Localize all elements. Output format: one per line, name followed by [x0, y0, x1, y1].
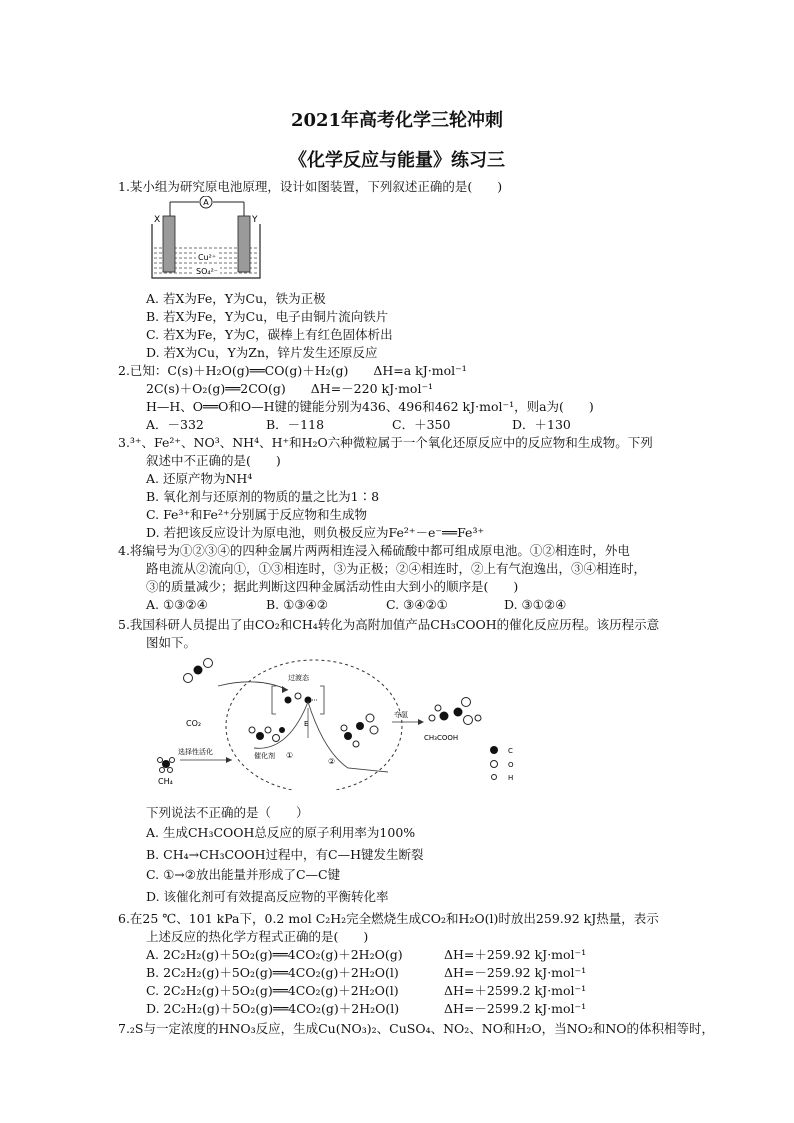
- svg-text:SO₄²⁻: SO₄²⁻: [195, 267, 219, 276]
- q6-option-d-dh: ΔH=－2599.2 kJ·mol⁻¹: [444, 1001, 587, 1016]
- q2-equation-2: 2C(s)＋O₂(g)══2CO(g) ΔH=－220 kJ·mol⁻¹: [146, 381, 434, 396]
- svg-text:H: H: [508, 774, 514, 782]
- svg-text:夺氢: 夺氢: [394, 711, 408, 719]
- q5-question: 下列说法不正确的是（ ）: [146, 805, 309, 820]
- q5-option-d: D. 该催化剂可有效提高反应物的平衡转化率: [146, 889, 389, 904]
- catalyst-surface-2: [341, 714, 378, 747]
- q7-stem: 7.₂S与一定浓度的HNO₃反应，生成Cu(NO₃)₂、CuSO₄、NO₂、NO和H₂O，当NO₂和NO的体积相等时，: [118, 1021, 715, 1036]
- q4-option-b: B. ①③④②: [266, 597, 328, 612]
- svg-text:E: E: [304, 720, 309, 728]
- q5-stem-2: 图如下。: [146, 635, 197, 650]
- q5-reaction-figure: [148, 656, 548, 790]
- q6-option-a-dh: ΔH=＋259.92 kJ·mol⁻¹: [444, 947, 587, 962]
- q5-option-c: C. ①→②放出能量并形成了C—C键: [146, 867, 341, 882]
- q1-option-d: D. 若X为Cu，Y为Zn，锌片发生还原反应: [146, 345, 378, 360]
- svg-text:过渡态: 过渡态: [288, 674, 309, 682]
- ch4-molecule: [158, 758, 175, 773]
- q3-option-c: C. Fe³⁺和Fe²⁺分别属于反应物和生成物: [146, 507, 368, 522]
- q2-option-b: B．－118: [266, 417, 325, 432]
- atom-legend: [490, 746, 514, 782]
- q5-option-b: B. CH₄→CH₃COOH过程中，有C—H键发生断裂: [146, 847, 424, 862]
- svg-text:O: O: [508, 761, 514, 769]
- electrode-y: [238, 216, 250, 272]
- q2-option-d: D．＋130: [512, 417, 571, 432]
- page-title: 2021年高考化学三轮冲刺: [290, 110, 504, 131]
- svg-text:CH₄: CH₄: [158, 777, 173, 786]
- q3-stem-2: 叙述中不正确的是( ): [146, 453, 281, 468]
- q1-stem: 1.某小组为研究原电池原理，设计如图装置，下列叙述正确的是( ): [118, 179, 503, 194]
- svg-text:CO₂: CO₂: [186, 719, 202, 728]
- q6-option-c-dh: ΔH=＋2599.2 kJ·mol⁻¹: [444, 983, 587, 998]
- q3-option-d: D. 若把该反应设计为原电池，则负极反应为Fe²⁺－e⁻══Fe³⁺: [146, 525, 485, 540]
- q4-stem-2: 路电流从②流向①，①③相连时，③为正极；②④相连时，②上有气泡逸出，③④相连时，: [146, 561, 647, 576]
- co2-molecule: [184, 659, 213, 683]
- q5-option-a: A. 生成CH₃COOH总反应的原子利用率为100%: [146, 825, 416, 840]
- q2-stem: 2.已知：C(s)＋H₂O(g)══CO(g)＋H₂(g) ΔH=a kJ·mol⁻¹: [118, 363, 467, 378]
- page-subtitle: 《化学反应与能量》练习三: [289, 150, 505, 171]
- svg-text:C: C: [508, 747, 513, 755]
- q6-option-b: B. 2C₂H₂(g)＋5O₂(g)══4CO₂(g)＋2H₂O(l): [146, 965, 399, 980]
- ch3cooh-molecule: [429, 698, 481, 725]
- q1-option-c: C. 若X为Fe，Y为C，碳棒上有红色固体析出: [146, 327, 393, 342]
- svg-text:X: X: [154, 215, 161, 225]
- q3-option-a: A. 还原产物为NH⁴: [146, 471, 253, 486]
- q5-stem: 5.我国科研人员提出了由CO₂和CH₄转化为高附加值产品CH₃COOH的催化反应历程。该历程示意: [118, 617, 660, 632]
- q1-cell-figure: [148, 196, 266, 280]
- svg-text:Cu²⁺: Cu²⁺: [197, 253, 217, 262]
- q6-stem: 6.在25 ℃、101 kPa下，0.2 mol C₂H₂完全燃烧生成CO₂和H₂O(l)时放出259.92 kJ热量，表示: [118, 911, 659, 926]
- q4-option-d: D. ③①②④: [504, 597, 567, 612]
- svg-text:Y: Y: [252, 215, 258, 225]
- q6-option-a: A. 2C₂H₂(g)＋5O₂(g)══4CO₂(g)＋2H₂O(g): [146, 947, 403, 962]
- q2-text: H—H、O══O和O—H键的键能分别为436、496和462 kJ·mol⁻¹，则a为( ): [146, 399, 594, 414]
- q6-option-c: C. 2C₂H₂(g)＋5O₂(g)══4CO₂(g)＋2H₂O(l): [146, 983, 399, 998]
- electrode-x: [163, 216, 175, 272]
- q4-stem: 4.将编号为①②③④的四种金属片两两相连浸入稀硫酸中都可组成原电池。①②相连时，外电: [118, 543, 630, 558]
- svg-text:CH₃COOH: CH₃COOH: [424, 734, 459, 742]
- svg-text:①: ①: [286, 751, 294, 760]
- q6-stem-2: 上述反应的热化学方程式正确的是( ): [146, 929, 369, 944]
- svg-text:A: A: [203, 198, 209, 207]
- q4-option-a: A. ①③②④: [146, 597, 208, 612]
- q1-option-b: B. 若X为Fe，Y为Cu，电子由铜片流向铁片: [146, 309, 389, 324]
- q2-option-a: A．－332: [146, 417, 204, 432]
- q6-option-b-dh: ΔH=－259.92 kJ·mol⁻¹: [444, 965, 587, 980]
- q4-stem-3: ③的质量减少；据此判断这四种金属活动性由大到小的顺序是( ): [146, 579, 519, 594]
- svg-text:②: ②: [328, 757, 336, 766]
- catalyst-surface-1: [249, 727, 285, 742]
- svg-text:催化剂: 催化剂: [254, 752, 275, 760]
- q3-stem: 3.³⁺、Fe²⁺、NO³、NH⁴、H⁺和H₂O六种微粒属于一个氧化还原反应中的反应物和生成物。下列: [118, 435, 653, 450]
- q3-option-b: B. 氧化剂与还原剂的物质的量之比为1∶8: [146, 489, 380, 504]
- q6-option-d: D. 2C₂H₂(g)＋5O₂(g)══4CO₂(g)＋2H₂O(l): [146, 1001, 400, 1016]
- q4-option-c: C. ③④②①: [386, 597, 448, 612]
- svg-text:选择性活化: 选择性活化: [178, 748, 213, 756]
- q1-option-a: A. 若X为Fe，Y为Cu，铁为正极: [146, 291, 326, 306]
- q2-option-c: C．＋350: [392, 417, 451, 432]
